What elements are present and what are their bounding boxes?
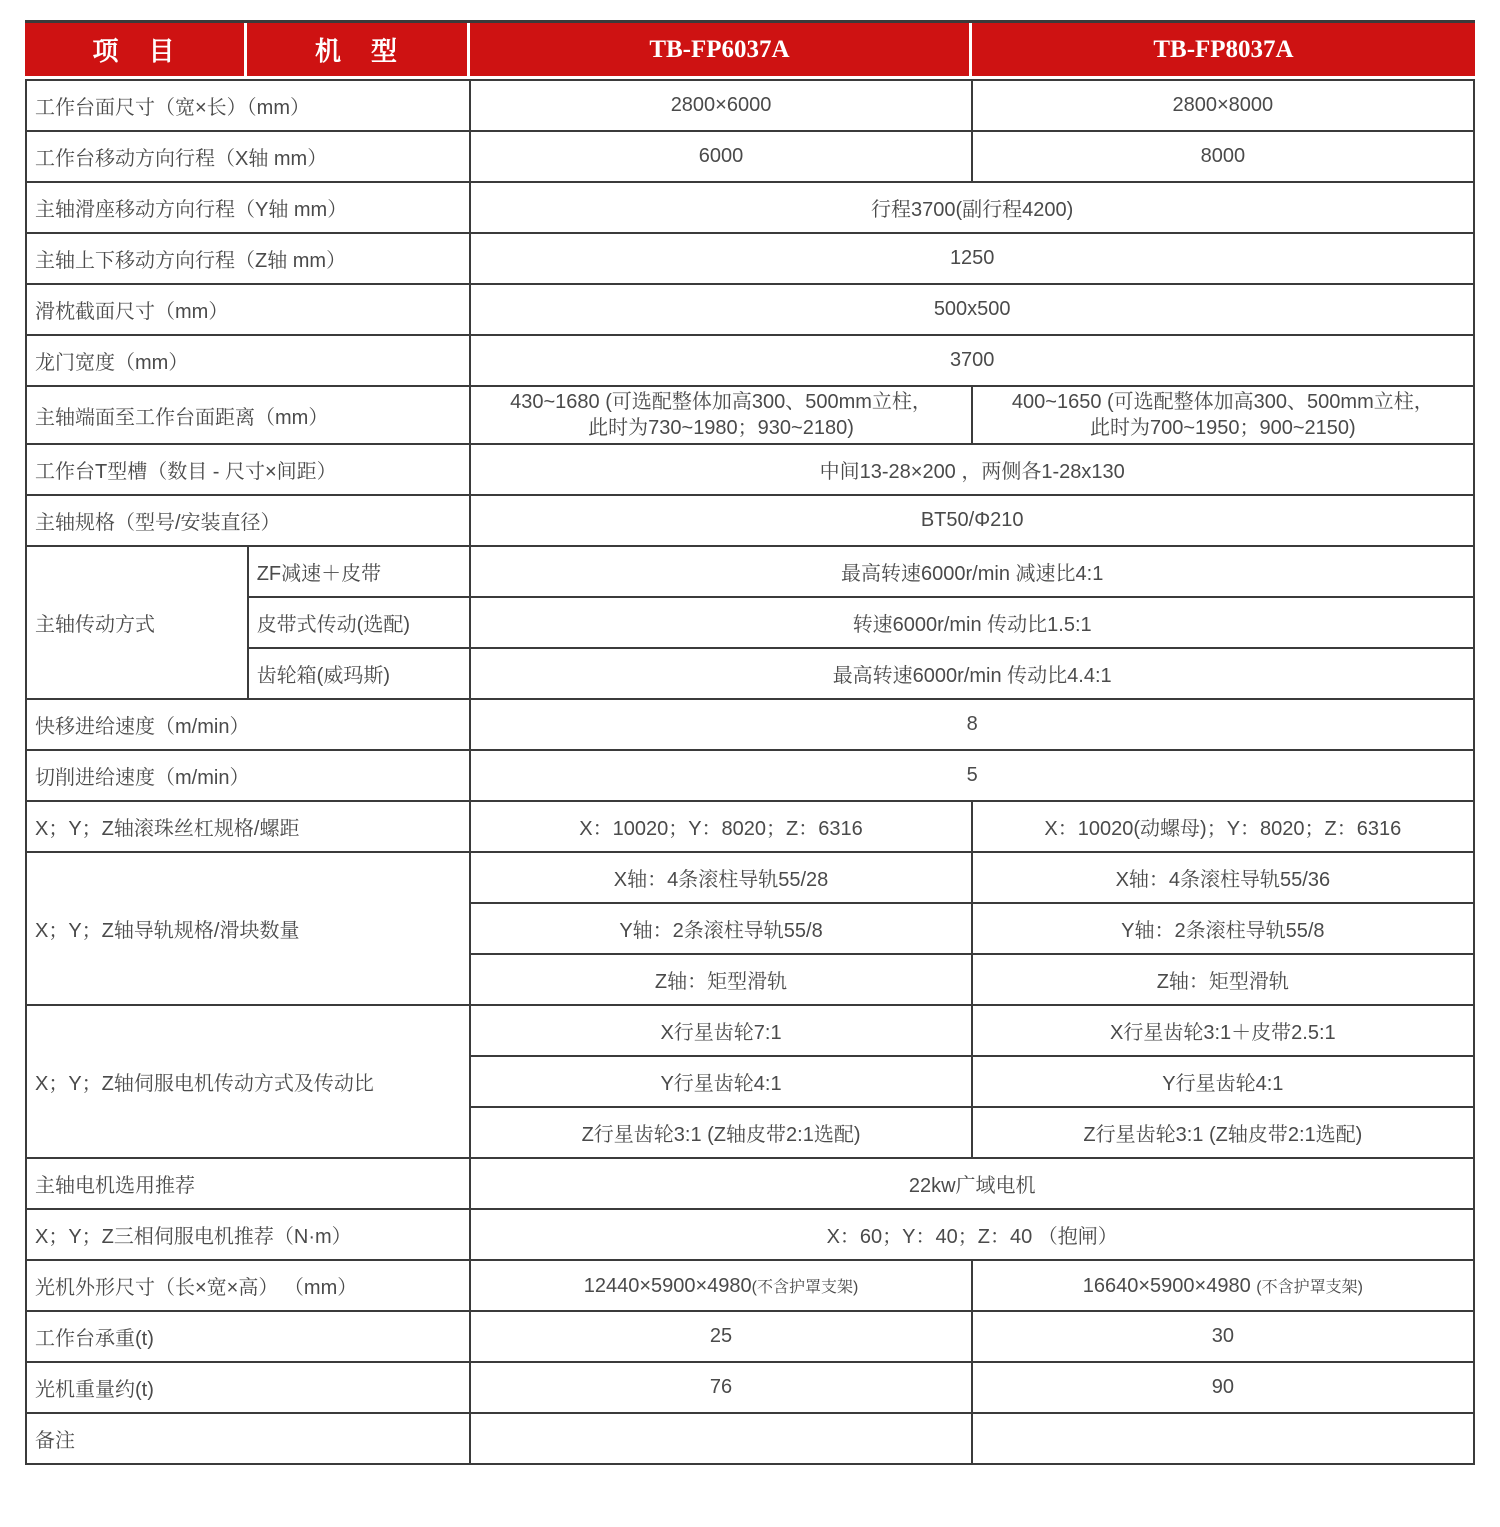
label-spindle-drive: 主轴传动方式 xyxy=(26,546,248,699)
label-machine-dims: 光机外形尺寸（长×宽×高） （mm） xyxy=(26,1260,470,1311)
machine-dims-1-main: 12440×5900×4980 xyxy=(583,1274,752,1297)
machine-dims-1-note: (不含护罩支架) xyxy=(751,1278,859,1296)
header-item-column: 项 目 xyxy=(25,23,247,76)
value-spindle-distance-1-line2: 此时为730~1980；930~2180) xyxy=(588,417,854,439)
value-worktable-size-1: 2800×6000 xyxy=(470,80,971,131)
row-servo-drive-x xyxy=(26,1005,1474,1056)
header-model-fp8037a: TB-FP8037A xyxy=(1153,35,1294,63)
value-spindle-distance-1-line1: 430~1680 (可选配整体加高300、500mm立柱， xyxy=(510,391,932,413)
sublabel-spindle-drive-zf: ZF减速＋皮带 xyxy=(248,546,471,597)
value-spindle-drive-zf: 最高转速6000r/min 减速比4:1 xyxy=(470,546,1474,597)
value-servo-drive-y-1: Y行星齿轮4:1 xyxy=(470,1056,971,1107)
row-worktable-size xyxy=(26,80,1474,131)
header-model-column: 机 型 xyxy=(247,23,470,76)
row-servo-motor xyxy=(26,1209,1474,1260)
value-machine-weight-1: 76 xyxy=(470,1362,971,1413)
label-spindle-distance: 主轴端面至工作台面距离（mm） xyxy=(26,386,470,444)
value-servo-drive-z-1: Z行星齿轮3:1 (Z轴皮带2:1选配) xyxy=(470,1107,971,1158)
value-servo-drive-x-1: X行星齿轮7:1 xyxy=(470,1005,971,1056)
row-rapid-feed xyxy=(26,699,1474,750)
label-servo-drive: X；Y；Z轴伺服电机传动方式及传动比 xyxy=(26,1005,470,1158)
value-machine-dims-1 xyxy=(470,1260,971,1311)
header-model-fp6037a: TB-FP6037A xyxy=(470,23,972,76)
value-ballscrew-1: X：10020；Y：8020；Z：6316 xyxy=(470,801,971,852)
row-gantry-width xyxy=(26,335,1474,386)
value-servo-motor: X：60；Y：40；Z：40 （抱闸） xyxy=(470,1209,1474,1260)
sublabel-spindle-drive-belt: 皮带式传动(选配) xyxy=(248,597,471,648)
label-table-load: 工作台承重(t) xyxy=(26,1311,470,1362)
label-spindle-motor: 主轴电机选用推荐 xyxy=(26,1158,470,1209)
value-rapid-feed: 8 xyxy=(470,699,1474,750)
value-spindle-motor: 22kw广域电机 xyxy=(470,1158,1474,1209)
machine-dims-2-note: (不含护罩支架) xyxy=(1256,1278,1363,1296)
label-gantry-width: 龙门宽度（mm） xyxy=(26,335,470,386)
value-ballscrew-2: X：10020(动螺母)；Y：8020；Z：6316 xyxy=(972,801,1474,852)
value-servo-drive-y-2: Y行星齿轮4:1 xyxy=(972,1056,1474,1107)
value-z-travel: 1250 xyxy=(470,233,1474,284)
row-machine-weight xyxy=(26,1362,1474,1413)
row-z-travel xyxy=(26,233,1474,284)
value-t-slot: 中间13-28×200 ，两侧各1-28x130 xyxy=(470,444,1474,495)
value-gantry-width: 3700 xyxy=(470,335,1474,386)
value-worktable-size-2: 2800×8000 xyxy=(972,80,1474,131)
row-x-travel xyxy=(26,131,1474,182)
label-ram-section: 滑枕截面尺寸（mm） xyxy=(26,284,470,335)
value-y-travel: 行程3700(副行程4200) xyxy=(470,182,1474,233)
row-y-travel xyxy=(26,182,1474,233)
label-ballscrew: X；Y；Z轴滚珠丝杠规格/螺距 xyxy=(26,801,470,852)
value-guideway-x-2: X轴：4条滚柱导轨55/36 xyxy=(972,852,1474,903)
row-spindle-drive-zf xyxy=(26,546,1474,597)
value-remarks-2 xyxy=(972,1413,1474,1464)
row-guideway-x xyxy=(26,852,1474,903)
label-z-travel: 主轴上下移动方向行程（Z轴 mm） xyxy=(26,233,470,284)
value-x-travel-2: 8000 xyxy=(972,131,1474,182)
value-machine-weight-2: 90 xyxy=(972,1362,1474,1413)
table-header xyxy=(25,20,1475,76)
label-worktable-size: 工作台面尺寸（宽×长）（mm） xyxy=(26,80,470,131)
value-spindle-spec: BT50/Φ210 xyxy=(470,495,1474,546)
value-servo-drive-x-2: X行星齿轮3:1＋皮带2.5:1 xyxy=(972,1005,1474,1056)
label-servo-motor: X；Y；Z三相伺服电机推荐（N·m） xyxy=(26,1209,470,1260)
value-spindle-distance-2-line1: 400~1650 (可选配整体加高300、500mm立柱， xyxy=(1011,391,1434,413)
spec-table xyxy=(25,79,1475,1465)
value-x-travel-1: 6000 xyxy=(470,131,971,182)
row-table-load xyxy=(26,1311,1474,1362)
row-remarks xyxy=(26,1413,1474,1464)
value-spindle-distance-1 xyxy=(470,386,971,444)
value-spindle-drive-belt: 转速6000r/min 传动比1.5:1 xyxy=(470,597,1474,648)
value-guideway-z-2: Z轴：矩型滑轨 xyxy=(972,954,1474,1005)
row-spindle-distance xyxy=(26,386,1474,444)
row-t-slot xyxy=(26,444,1474,495)
label-cutting-feed: 切削进给速度（m/min） xyxy=(26,750,470,801)
row-ram-section xyxy=(26,284,1474,335)
value-servo-drive-z-2: Z行星齿轮3:1 (Z轴皮带2:1选配) xyxy=(972,1107,1474,1158)
value-spindle-distance-2 xyxy=(972,386,1474,444)
row-spindle-motor xyxy=(26,1158,1474,1209)
value-spindle-distance-2-line2: 此时为700~1950；900~2150) xyxy=(1089,417,1356,439)
label-rapid-feed: 快移进给速度（m/min） xyxy=(26,699,470,750)
value-remarks-1 xyxy=(470,1413,971,1464)
label-y-travel: 主轴滑座移动方向行程（Y轴 mm） xyxy=(26,182,470,233)
value-machine-dims-2 xyxy=(972,1260,1474,1311)
value-cutting-feed: 5 xyxy=(470,750,1474,801)
row-spindle-spec xyxy=(26,495,1474,546)
value-spindle-drive-gearbox: 最高转速6000r/min 传动比4.4:1 xyxy=(470,648,1474,699)
label-x-travel: 工作台移动方向行程（X轴 mm） xyxy=(26,131,470,182)
value-guideway-y-1: Y轴：2条滚柱导轨55/8 xyxy=(470,903,971,954)
label-guideway: X；Y；Z轴导轨规格/滑块数量 xyxy=(26,852,470,1005)
label-machine-weight: 光机重量约(t) xyxy=(26,1362,470,1413)
value-guideway-z-1: Z轴：矩型滑轨 xyxy=(470,954,971,1005)
value-guideway-x-1: X轴：4条滚柱导轨55/28 xyxy=(470,852,971,903)
row-cutting-feed xyxy=(26,750,1474,801)
sublabel-spindle-drive-gearbox: 齿轮箱(威玛斯) xyxy=(248,648,471,699)
label-t-slot: 工作台T型槽（数目 - 尺寸×间距） xyxy=(26,444,470,495)
value-ram-section: 500x500 xyxy=(470,284,1474,335)
value-table-load-2: 30 xyxy=(972,1311,1474,1362)
label-remarks: 备注 xyxy=(26,1413,470,1464)
machine-dims-2-main: 16640×5900×4980 xyxy=(1082,1274,1251,1297)
label-spindle-spec: 主轴规格（型号/安装直径） xyxy=(26,495,470,546)
row-machine-dims xyxy=(26,1260,1474,1311)
row-ballscrew xyxy=(26,801,1474,852)
value-guideway-y-2: Y轴：2条滚柱导轨55/8 xyxy=(972,903,1474,954)
value-table-load-1: 25 xyxy=(470,1311,971,1362)
